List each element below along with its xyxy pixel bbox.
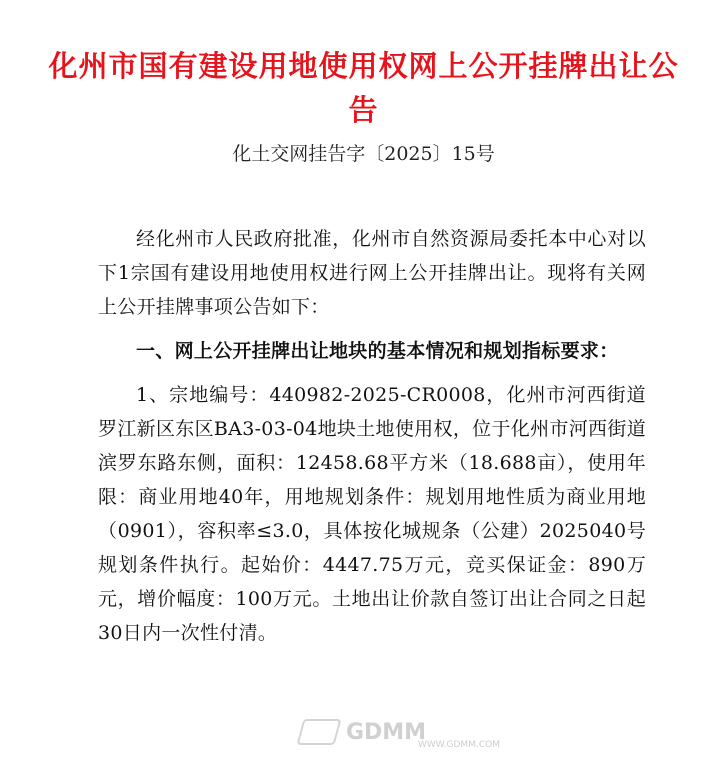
watermark-url: WWW.GDMM.COM [418,740,500,750]
section-heading: 一、网上公开挂牌出让地块的基本情况和规划指标要求： [136,340,619,362]
document-title: 化州市国有建设用地使用权网上公开挂牌出让公告 [48,49,679,127]
document-body [98,222,646,660]
watermark-brand: GDMM [345,719,427,745]
watermark [238,716,488,748]
intro-paragraph: 经化州市人民政府批准，化州市自然资源局委托本中心对以下1宗国有建设用地使用权进行网上公开挂牌出让。现将有关网上公开挂牌事项公告如下： [98,228,646,318]
watermark-logo-icon [296,719,341,745]
parcel-item-1: 1、宗地编号：440982-2025-CR0008，化州市河西街道罗江新区东区BA3-03-04地块土地使用权，位于化州市河西街道滨罗东路东侧，面积：12458.68平方米（18.688亩），使用年限：商业用地40年，用地规划条件：规划用地性质为商业用地（0901），容积率≤3.0，具体按化城规条（公建）2025040号规划条件执行。起始价：4447.75万元，竞买保证金：890万元，增价幅度：100万元。土地出让价款自签订出让合同之日起30日内一次性付清。 [98,384,646,644]
document-number: 化土交网挂告字〔2025〕15号 [232,143,495,165]
